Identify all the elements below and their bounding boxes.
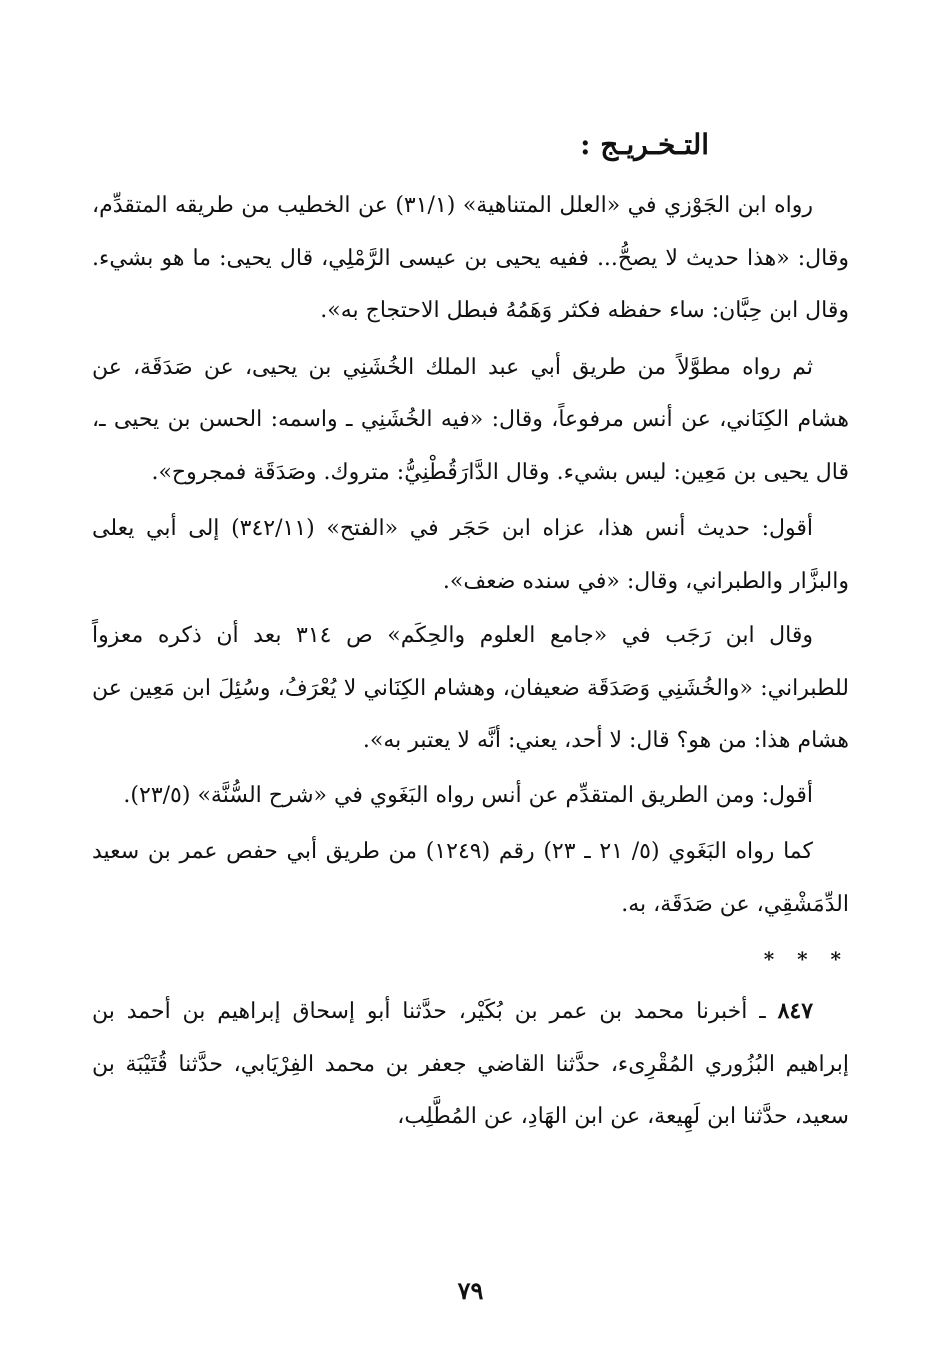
hadith-number: ٨٤٧ bbox=[777, 998, 814, 1024]
paragraph-2: ثم رواه مطوَّلاً من طريق أبي عبد الملك الخُشَنِي بن يحيى، عن صَدَقَة، عن هشام الكِنَاني، عن أنس مرفوعاً، وقال: «فيه الخُشَنِي ـ واسمه: الحسن بن يحيى ـ، قال يحيى بن مَعِين: ليس بشيء. وقال الدَّارَقُطْنِيُّ: متروك. وصَدَقَة فمجروح». bbox=[92, 354, 849, 485]
page-body bbox=[92, 180, 849, 1144]
section-separator: * * * bbox=[763, 947, 849, 971]
paragraph-1: رواه ابن الجَوْزي في «العلل المتناهية» (٣١/١) عن الخطيب من طريقه المتقدِّم، وقال: «هذا حديث لا يصحُّ... ففيه يحيى بن عيسى الرَّمْلِي، قال يحيى: ما هو بشيء. وقال ابن حِبَّان: ساء حفظه فكثر وَهَمُهُ فبطل الاحتجاج به». bbox=[92, 193, 849, 323]
hadith-entry bbox=[92, 985, 849, 1144]
paragraph-6: كما رواه البَغَوي (٥/ ٢١ ـ ٢٣) رقم (١٢٤٩) من طريق أبي حفص عمر بن سعيد الدِّمَشْقِي، عن صَدَقَة، به. bbox=[92, 839, 849, 917]
paragraph-4: وقال ابن رَجَب في «جامع العلوم والحِكَم» ص ٣١٤ بعد أن ذكره معزواً للطبراني: «والخُشَنِي وَصَدَقَة ضعيفان، وهشام الكِنَاني لا يُعْرَفُ، وسُئِلَ ابن مَعِين عن هشام هذا: من هو؟ قال: لا أحد، يعني: أنَّه لا يعتبر به». bbox=[92, 623, 849, 753]
paragraph-3: أقول: حديث أنس هذا، عزاه ابن حَجَر في «الفتح» (٣٤٢/١١) إلى أبي يعلى والبزَّار والطبراني، وقال: «في سنده ضعف». bbox=[92, 516, 849, 594]
section-heading: التـخـريـج : bbox=[580, 128, 709, 161]
hadith-text: ـ أخبرنا محمد بن عمر بن بُكَيْر، حدَّثنا أبو إسحاق إبراهيم بن أحمد بن إبراهيم البُزُوري المُقْرِىء، حدَّثنا القاضي جعفر بن محمد الفِرْيَابي، حدَّثنا قُتَيْبَة بن سعيد، حدَّثنا ابن لَهِيعة، عن ابن الهَادِ، عن المُطَّلِب، bbox=[92, 999, 849, 1129]
page-number: ٧٩ bbox=[457, 1276, 484, 1305]
paragraph-5: أقول: ومن الطريق المتقدِّم عن أنس رواه البَغَوي في «شرح السُّنَّة» (٢٣/٥). bbox=[123, 782, 813, 808]
